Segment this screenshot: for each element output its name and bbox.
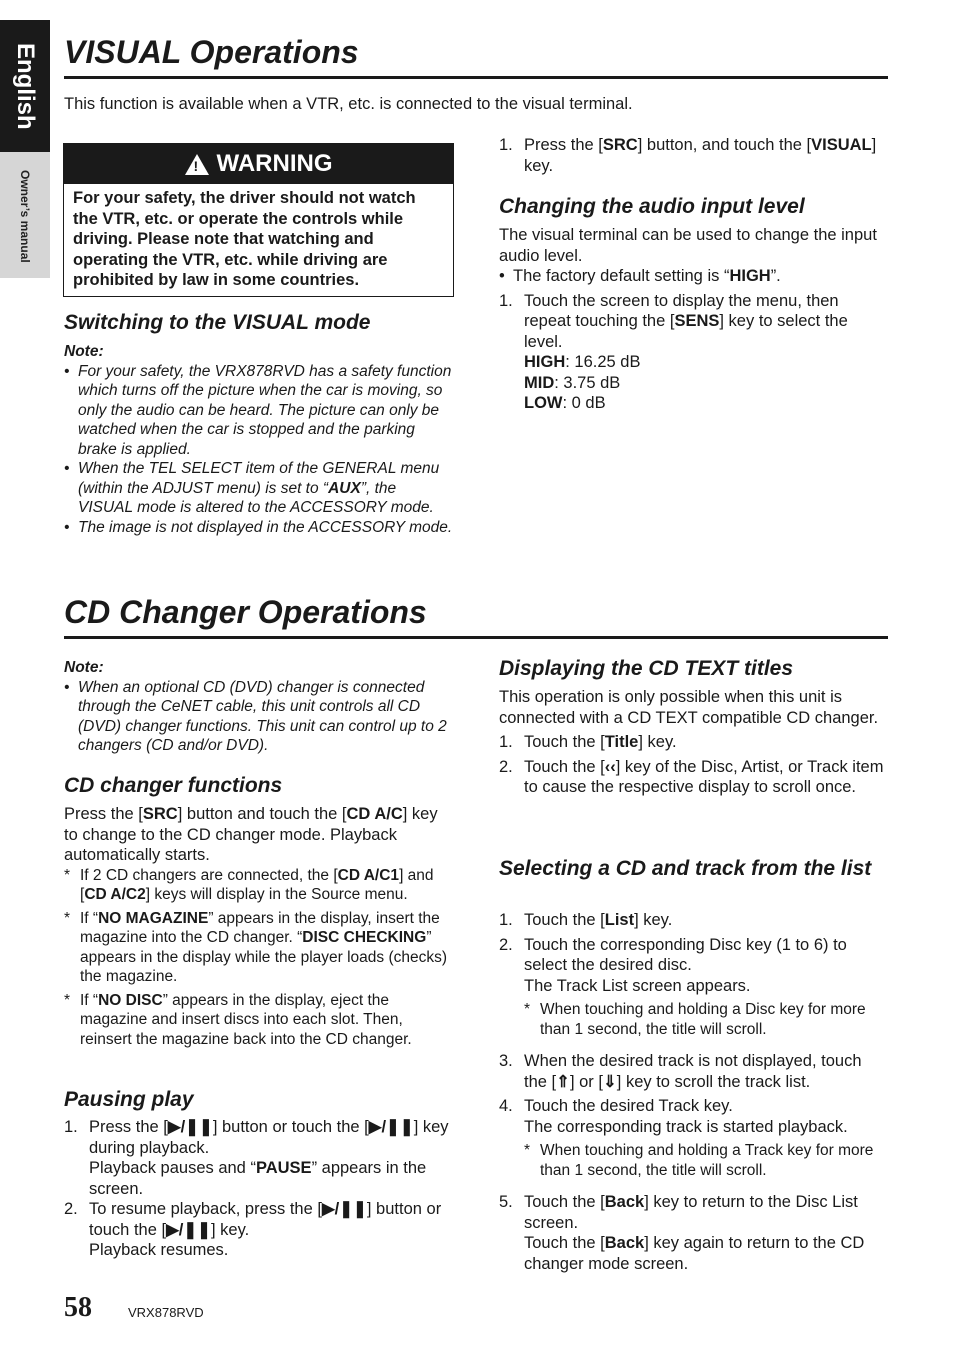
- scroll-left-icon: ‹‹: [604, 757, 616, 776]
- cdtext-step-2: 2. Touch the [‹‹] key of the Disc, Artist, or Track item to cause the respective display to scroll once.: [499, 757, 884, 796]
- scroll-up-icon: ⇑: [556, 1072, 570, 1091]
- functions-note: * If “NO MAGAZINE” appears in the display, insert the magazine into the CD changer. “DISC CHECKING” appears in the display while the player loads (checks) the magazine.: [64, 909, 448, 985]
- play-pause-icon: ▶/❚❚: [167, 1118, 213, 1136]
- audio-text: The visual terminal can be used to change the input audio level.: [499, 226, 877, 265]
- warning-text: For your safety, the driver should not watch the VTR, etc. or operate the controls while driving. Please note that watching and operating the VTR, etc. while driving are prohibited by law in some countries.: [73, 189, 416, 289]
- visual-title: VISUAL Operations: [64, 34, 359, 70]
- level-high: HIGH: 16.25 dB: [524, 353, 641, 371]
- functions-heading: CD changer functions: [64, 774, 283, 797]
- list-section: [499, 910, 887, 1274]
- visual-intro: This function is available when a VTR, etc. is connected to the visual terminal.: [64, 95, 633, 113]
- manual-label: Owner’s manual: [18, 169, 32, 263]
- pausing-step-2: 2. To resume playback, press the [▶/❚❚] button or touch the [▶/❚❚] key. Playback resumes.: [64, 1200, 442, 1259]
- pausing-step-1: 1. Press the [▶/❚❚] button or touch the [▶/❚❚] key during playback. Playback pauses and “PAUSE” appears in the screen.: [64, 1118, 449, 1198]
- play-pause-icon: ▶/❚❚: [166, 1220, 211, 1239]
- cdtext-step-1: 1. Touch the [Title] key.: [499, 733, 677, 751]
- functions-section: [64, 804, 452, 1049]
- play-pause-icon: ▶/❚❚: [321, 1200, 367, 1218]
- title-rule: [64, 636, 888, 639]
- play-pause-icon: ▶/❚❚: [368, 1118, 414, 1136]
- title-rule: [64, 76, 888, 79]
- pausing-heading: Pausing play: [64, 1088, 194, 1111]
- warning-label: WARNING: [216, 150, 333, 177]
- warning-icon: !: [185, 154, 209, 175]
- list-step-3: 3. When the desired track is not displayed, touch the [⇑] or [⇓] key to scroll the track list.: [499, 1052, 862, 1091]
- list-step-2: 2. Touch the corresponding Disc key (1 to 6) to select the desired disc. The Track List screen appears. * When touching and holding a Disc key for more than 1 second, the title will scroll.: [499, 935, 887, 1040]
- warning-header: [64, 144, 453, 184]
- note-item: • When an optional CD (DVD) changer is connected through the CeNET cable, this unit controls all CD (DVD) changer functions. This unit can control up to 2 changers (CD and/or DVD).: [64, 678, 447, 754]
- functions-text: Press the [SRC] button and touch the [CD A/C] key to change to the CD changer mode. Playback automatically starts.: [64, 805, 438, 864]
- cdtext-section: [499, 687, 887, 798]
- pausing-section: [64, 1117, 454, 1261]
- cd-title: CD Changer Operations: [64, 594, 427, 630]
- list-heading: Selecting a CD and track from the list: [499, 857, 872, 880]
- level-low: LOW: 0 dB: [524, 394, 606, 412]
- cd-left-column: [64, 658, 456, 756]
- page-number: 58: [64, 1292, 92, 1323]
- level-mid: MID: 3.75 dB: [524, 373, 621, 392]
- warning-box: [63, 143, 454, 297]
- functions-note: * If “NO DISC” appears in the display, eject the magazine and insert discs into each slot. Then, reinsert the magazine back into the CD changer.: [64, 991, 412, 1048]
- note-item: • When the TEL SELECT item of the GENERAL menu (within the ADJUST menu) is set to “AUX”, the VISUAL mode is altered to the ACCESSORY mode.: [64, 460, 440, 516]
- audio-default: • The factory default setting is “HIGH”.: [499, 267, 781, 285]
- functions-note: * If 2 CD changers are connected, the [CD A/C1] and [CD A/C2] keys will display in the Source menu.: [64, 866, 434, 903]
- cdtext-text: This operation is only possible when this unit is connected with a CD TEXT compatible CD changer.: [499, 688, 879, 727]
- language-label: English: [12, 42, 39, 130]
- scroll-down-icon: ⇓: [602, 1072, 617, 1091]
- list-step-2-note: * When touching and holding a Disc key for more than 1 second, the title will scroll.: [524, 1001, 866, 1038]
- switching-heading: Switching to the VISUAL mode: [64, 311, 371, 334]
- list-step-1: 1. Touch the [List] key.: [499, 911, 673, 929]
- note-label: Note:: [64, 343, 104, 360]
- cdtext-heading: Displaying the CD TEXT titles: [499, 657, 794, 680]
- audio-heading: Changing the audio input level: [499, 195, 805, 218]
- switching-notes: [64, 342, 454, 537]
- list-step-5: 5. Touch the [Back] key to return to the Disc List screen. Touch the [Back] key again to return to the CD changer mode screen.: [499, 1193, 865, 1273]
- note-item: • For your safety, the VRX878RVD has a safety function which turns off the picture when the car is moving, so only the audio can be heard. The picture can only be watched when the car is stopped and the parking brake is applied.: [64, 362, 452, 458]
- note-label: Note:: [64, 659, 104, 676]
- visual-step-1: 1. Press the [SRC] button, and touch the [VISUAL] key.: [499, 136, 877, 175]
- audio-step-1: 1. Touch the screen to display the menu, then repeat touching the [SENS] key to select the level. HIGH: 16.25 dB MID: 3.75 dB LOW: 0 dB: [499, 291, 884, 414]
- audio-section: [499, 225, 884, 414]
- model-number: VRX878RVD: [128, 1305, 204, 1320]
- note-item: • The image is not displayed in the ACCESSORY mode.: [64, 518, 453, 536]
- list-step-4: 4. Touch the desired Track key. The corresponding track is started playback. * When touching and holding a Track key for more than 1 second, the title will scroll.: [499, 1096, 887, 1180]
- list-step-4-note: * When touching and holding a Track key for more than 1 second, the title will scroll.: [524, 1142, 874, 1179]
- language-tab: [0, 20, 50, 152]
- side-tab: [0, 20, 50, 278]
